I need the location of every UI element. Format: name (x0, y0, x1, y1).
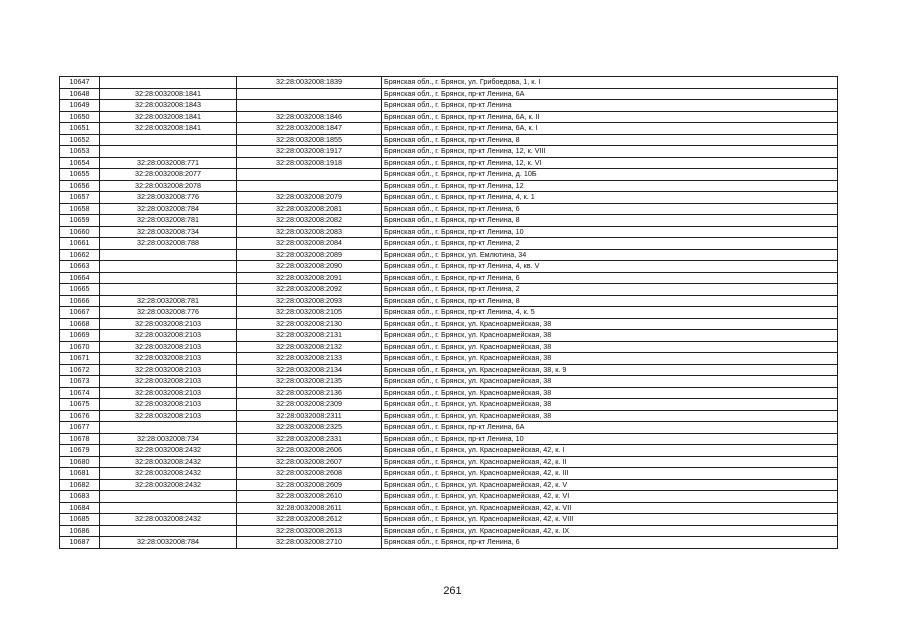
cadastral-number-cell: 32:28:0032008:2134 (237, 364, 382, 376)
parent-cadastral-number-cell: 32:28:0032008:2103 (100, 353, 237, 365)
address-cell: Брянская обл., г. Брянск, пр-кт Ленина, 6А, к. I (382, 123, 838, 135)
cadastral-number-cell: 32:28:0032008:1918 (237, 157, 382, 169)
cadastral-number-cell: 32:28:0032008:2092 (237, 284, 382, 296)
table-row (60, 376, 838, 388)
record-number-cell: 10664 (60, 272, 100, 284)
cadastral-number-cell (237, 100, 382, 112)
cadastral-number-cell: 32:28:0032008:2089 (237, 249, 382, 261)
cadastral-number-cell: 32:28:0032008:2607 (237, 456, 382, 468)
parent-cadastral-number-cell: 32:28:0032008:2103 (100, 364, 237, 376)
address-cell: Брянская обл., г. Брянск, ул. Красноармейская, 42, к. V (382, 479, 838, 491)
cadastral-number-cell: 32:28:0032008:1855 (237, 134, 382, 146)
cadastral-number-cell: 32:28:0032008:2079 (237, 192, 382, 204)
cadastral-number-cell: 32:28:0032008:2091 (237, 272, 382, 284)
page-number: 261 (443, 585, 462, 597)
table-row (60, 491, 838, 503)
record-number-cell: 10671 (60, 353, 100, 365)
address-cell: Брянская обл., г. Брянск, ул. Красноармейская, 38 (382, 410, 838, 422)
record-number-cell: 10672 (60, 364, 100, 376)
parent-cadastral-number-cell: 32:28:0032008:781 (100, 295, 237, 307)
record-number-cell: 10647 (60, 77, 100, 89)
table-row (60, 387, 838, 399)
record-number-cell: 10665 (60, 284, 100, 296)
record-number-cell: 10678 (60, 433, 100, 445)
address-cell: Брянская обл., г. Брянск, ул. Красноармейская, 42, к. III (382, 468, 838, 480)
parent-cadastral-number-cell: 32:28:0032008:1841 (100, 111, 237, 123)
address-cell: Брянская обл., г. Брянск, пр-кт Ленина (382, 100, 838, 112)
cadastral-number-cell: 32:28:0032008:2311 (237, 410, 382, 422)
parent-cadastral-number-cell (100, 249, 237, 261)
parent-cadastral-number-cell (100, 525, 237, 537)
record-number-cell: 10675 (60, 399, 100, 411)
cadastral-number-cell: 32:28:0032008:2325 (237, 422, 382, 434)
table-row (60, 318, 838, 330)
table-row (60, 192, 838, 204)
address-cell: Брянская обл., г. Брянск, ул. Красноармейская, 42, к. I (382, 445, 838, 457)
parent-cadastral-number-cell: 32:28:0032008:2103 (100, 376, 237, 388)
record-number-cell: 10659 (60, 215, 100, 227)
cadastral-number-cell: 32:28:0032008:2309 (237, 399, 382, 411)
record-number-cell: 10651 (60, 123, 100, 135)
table-row (60, 479, 838, 491)
record-number-cell: 10666 (60, 295, 100, 307)
address-cell: Брянская обл., г. Брянск, пр-кт Ленина, 6 (382, 272, 838, 284)
parent-cadastral-number-cell: 32:28:0032008:1841 (100, 88, 237, 100)
cadastral-number-cell: 32:28:0032008:2084 (237, 238, 382, 250)
address-cell: Брянская обл., г. Брянск, пр-кт Ленина, 8 (382, 215, 838, 227)
table-row (60, 180, 838, 192)
table-row (60, 399, 838, 411)
address-cell: Брянская обл., г. Брянск, пр-кт Ленина, 6 (382, 203, 838, 215)
table-row (60, 502, 838, 514)
cadastral-number-cell: 32:28:0032008:1847 (237, 123, 382, 135)
cadastral-number-cell: 32:28:0032008:2331 (237, 433, 382, 445)
parent-cadastral-number-cell (100, 502, 237, 514)
address-cell: Брянская обл., г. Брянск, пр-кт Ленина, д. 10Б (382, 169, 838, 181)
table-row (60, 88, 838, 100)
address-cell: Брянская обл., г. Брянск, пр-кт Ленина, 8 (382, 134, 838, 146)
record-number-cell: 10669 (60, 330, 100, 342)
registry-table-body (60, 77, 838, 549)
parent-cadastral-number-cell (100, 491, 237, 503)
parent-cadastral-number-cell: 32:28:0032008:2103 (100, 399, 237, 411)
address-cell: Брянская обл., г. Брянск, пр-кт Ленина, 4, кв. V (382, 261, 838, 273)
cadastral-number-cell: 32:28:0032008:2135 (237, 376, 382, 388)
cadastral-number-cell: 32:28:0032008:2081 (237, 203, 382, 215)
cadastral-number-cell: 32:28:0032008:2090 (237, 261, 382, 273)
parent-cadastral-number-cell: 32:28:0032008:781 (100, 215, 237, 227)
table-row (60, 77, 838, 89)
parent-cadastral-number-cell: 32:28:0032008:776 (100, 307, 237, 319)
table-row (60, 364, 838, 376)
table-row (60, 410, 838, 422)
table-row (60, 146, 838, 158)
cadastral-number-cell: 32:28:0032008:2609 (237, 479, 382, 491)
cadastral-number-cell: 32:28:0032008:2136 (237, 387, 382, 399)
record-number-cell: 10653 (60, 146, 100, 158)
parent-cadastral-number-cell: 32:28:0032008:1843 (100, 100, 237, 112)
record-number-cell: 10663 (60, 261, 100, 273)
parent-cadastral-number-cell: 32:28:0032008:1841 (100, 123, 237, 135)
address-cell: Брянская обл., г. Брянск, ул. Грибоедова, 1, к. I (382, 77, 838, 89)
parent-cadastral-number-cell: 32:28:0032008:776 (100, 192, 237, 204)
address-cell: Брянская обл., г. Брянск, ул. Красноармейская, 42, к. VIII (382, 514, 838, 526)
cadastral-number-cell: 32:28:0032008:2082 (237, 215, 382, 227)
cadastral-number-cell: 32:28:0032008:2083 (237, 226, 382, 238)
address-cell: Брянская обл., г. Брянск, ул. Красноармейская, 38 (382, 387, 838, 399)
record-number-cell: 10655 (60, 169, 100, 181)
registry-table (59, 76, 838, 549)
cadastral-number-cell (237, 88, 382, 100)
record-number-cell: 10670 (60, 341, 100, 353)
cadastral-number-cell: 32:28:0032008:2131 (237, 330, 382, 342)
table-row (60, 445, 838, 457)
record-number-cell: 10652 (60, 134, 100, 146)
record-number-cell: 10660 (60, 226, 100, 238)
cadastral-number-cell: 32:28:0032008:2133 (237, 353, 382, 365)
record-number-cell: 10654 (60, 157, 100, 169)
address-cell: Брянская обл., г. Брянск, пр-кт Ленина, 12, к. VI (382, 157, 838, 169)
parent-cadastral-number-cell: 32:28:0032008:2432 (100, 468, 237, 480)
table-row (60, 307, 838, 319)
cadastral-number-cell: 32:28:0032008:2105 (237, 307, 382, 319)
cadastral-number-cell: 32:28:0032008:1846 (237, 111, 382, 123)
record-number-cell: 10686 (60, 525, 100, 537)
parent-cadastral-number-cell: 32:28:0032008:771 (100, 157, 237, 169)
record-number-cell: 10667 (60, 307, 100, 319)
address-cell: Брянская обл., г. Брянск, пр-кт Ленина, 2 (382, 284, 838, 296)
address-cell: Брянская обл., г. Брянск, ул. Красноармейская, 42, к. VI (382, 491, 838, 503)
cadastral-number-cell: 32:28:0032008:2132 (237, 341, 382, 353)
address-cell: Брянская обл., г. Брянск, ул. Красноармейская, 38 (382, 318, 838, 330)
address-cell: Брянская обл., г. Брянск, пр-кт Ленина, 6А (382, 422, 838, 434)
table-row (60, 134, 838, 146)
table-row (60, 353, 838, 365)
address-cell: Брянская обл., г. Брянск, ул. Красноармейская, 38 (382, 399, 838, 411)
cadastral-number-cell: 32:28:0032008:2611 (237, 502, 382, 514)
parent-cadastral-number-cell (100, 134, 237, 146)
record-number-cell: 10658 (60, 203, 100, 215)
cadastral-number-cell: 32:28:0032008:2608 (237, 468, 382, 480)
record-number-cell: 10657 (60, 192, 100, 204)
parent-cadastral-number-cell: 32:28:0032008:784 (100, 203, 237, 215)
record-number-cell: 10662 (60, 249, 100, 261)
parent-cadastral-number-cell: 32:28:0032008:2103 (100, 387, 237, 399)
table-row (60, 238, 838, 250)
record-number-cell: 10680 (60, 456, 100, 468)
cadastral-number-cell: 32:28:0032008:2612 (237, 514, 382, 526)
record-number-cell: 10683 (60, 491, 100, 503)
parent-cadastral-number-cell: 32:28:0032008:2432 (100, 445, 237, 457)
table-row (60, 525, 838, 537)
parent-cadastral-number-cell: 32:28:0032008:2432 (100, 514, 237, 526)
parent-cadastral-number-cell (100, 146, 237, 158)
address-cell: Брянская обл., г. Брянск, пр-кт Ленина, 8 (382, 295, 838, 307)
record-number-cell: 10673 (60, 376, 100, 388)
parent-cadastral-number-cell (100, 272, 237, 284)
table-row (60, 226, 838, 238)
parent-cadastral-number-cell: 32:28:0032008:734 (100, 226, 237, 238)
parent-cadastral-number-cell (100, 77, 237, 89)
record-number-cell: 10677 (60, 422, 100, 434)
address-cell: Брянская обл., г. Брянск, ул. Красноармейская, 38 (382, 376, 838, 388)
record-number-cell: 10687 (60, 537, 100, 549)
parent-cadastral-number-cell: 32:28:0032008:2103 (100, 341, 237, 353)
record-number-cell: 10648 (60, 88, 100, 100)
table-row (60, 537, 838, 549)
address-cell: Брянская обл., г. Брянск, пр-кт Ленина, 4, к. 1 (382, 192, 838, 204)
cadastral-number-cell: 32:28:0032008:2610 (237, 491, 382, 503)
address-cell: Брянская обл., г. Брянск, пр-кт Ленина, 4, к. 5 (382, 307, 838, 319)
parent-cadastral-number-cell: 32:28:0032008:2103 (100, 330, 237, 342)
table-row (60, 433, 838, 445)
address-cell: Брянская обл., г. Брянск, пр-кт Ленина, 6 (382, 537, 838, 549)
cadastral-number-cell: 32:28:0032008:2613 (237, 525, 382, 537)
cadastral-number-cell: 32:28:0032008:2130 (237, 318, 382, 330)
table-row (60, 295, 838, 307)
table-row (60, 514, 838, 526)
cadastral-number-cell: 32:28:0032008:1917 (237, 146, 382, 158)
table-row (60, 169, 838, 181)
cadastral-number-cell (237, 169, 382, 181)
address-cell: Брянская обл., г. Брянск, ул. Красноармейская, 38 (382, 341, 838, 353)
parent-cadastral-number-cell (100, 261, 237, 273)
table-row (60, 272, 838, 284)
table-row (60, 341, 838, 353)
table-row (60, 468, 838, 480)
table-row (60, 111, 838, 123)
record-number-cell: 10676 (60, 410, 100, 422)
record-number-cell: 10684 (60, 502, 100, 514)
address-cell: Брянская обл., г. Брянск, ул. Емлютина, 34 (382, 249, 838, 261)
cadastral-number-cell: 32:28:0032008:2093 (237, 295, 382, 307)
record-number-cell: 10682 (60, 479, 100, 491)
address-cell: Брянская обл., г. Брянск, пр-кт Ленина, 12, к. VIII (382, 146, 838, 158)
address-cell: Брянская обл., г. Брянск, ул. Красноармейская, 38, к. 9 (382, 364, 838, 376)
address-cell: Брянская обл., г. Брянск, пр-кт Ленина, 10 (382, 226, 838, 238)
table-row (60, 422, 838, 434)
record-number-cell: 10649 (60, 100, 100, 112)
cadastral-number-cell (237, 180, 382, 192)
record-number-cell: 10674 (60, 387, 100, 399)
table-row (60, 123, 838, 135)
parent-cadastral-number-cell: 32:28:0032008:734 (100, 433, 237, 445)
record-number-cell: 10679 (60, 445, 100, 457)
address-cell: Брянская обл., г. Брянск, пр-кт Ленина, 12 (382, 180, 838, 192)
parent-cadastral-number-cell (100, 422, 237, 434)
table-row (60, 456, 838, 468)
table-row (60, 215, 838, 227)
table-row (60, 249, 838, 261)
table-row (60, 261, 838, 273)
address-cell: Брянская обл., г. Брянск, пр-кт Ленина, 10 (382, 433, 838, 445)
cadastral-number-cell: 32:28:0032008:2606 (237, 445, 382, 457)
record-number-cell: 10685 (60, 514, 100, 526)
address-cell: Брянская обл., г. Брянск, пр-кт Ленина, 6А, к. II (382, 111, 838, 123)
record-number-cell: 10668 (60, 318, 100, 330)
record-number-cell: 10656 (60, 180, 100, 192)
record-number-cell: 10681 (60, 468, 100, 480)
cadastral-number-cell: 32:28:0032008:1839 (237, 77, 382, 89)
table-row (60, 284, 838, 296)
address-cell: Брянская обл., г. Брянск, ул. Красноармейская, 42, к. VII (382, 502, 838, 514)
address-cell: Брянская обл., г. Брянск, ул. Красноармейская, 38 (382, 330, 838, 342)
table-row (60, 203, 838, 215)
parent-cadastral-number-cell: 32:28:0032008:2103 (100, 318, 237, 330)
parent-cadastral-number-cell: 32:28:0032008:2432 (100, 479, 237, 491)
table-row (60, 157, 838, 169)
parent-cadastral-number-cell: 32:28:0032008:2078 (100, 180, 237, 192)
cadastral-number-cell: 32:28:0032008:2710 (237, 537, 382, 549)
parent-cadastral-number-cell: 32:28:0032008:2103 (100, 410, 237, 422)
parent-cadastral-number-cell (100, 284, 237, 296)
table-row (60, 330, 838, 342)
address-cell: Брянская обл., г. Брянск, ул. Красноармейская, 42, к. II (382, 456, 838, 468)
parent-cadastral-number-cell: 32:28:0032008:788 (100, 238, 237, 250)
parent-cadastral-number-cell: 32:28:0032008:2432 (100, 456, 237, 468)
address-cell: Брянская обл., г. Брянск, пр-кт Ленина, 2 (382, 238, 838, 250)
address-cell: Брянская обл., г. Брянск, ул. Красноармейская, 38 (382, 353, 838, 365)
address-cell: Брянская обл., г. Брянск, ул. Красноармейская, 42, к. IX (382, 525, 838, 537)
record-number-cell: 10650 (60, 111, 100, 123)
address-cell: Брянская обл., г. Брянск, пр-кт Ленина, 6А (382, 88, 838, 100)
parent-cadastral-number-cell: 32:28:0032008:784 (100, 537, 237, 549)
record-number-cell: 10661 (60, 238, 100, 250)
parent-cadastral-number-cell: 32:28:0032008:2077 (100, 169, 237, 181)
table-row (60, 100, 838, 112)
